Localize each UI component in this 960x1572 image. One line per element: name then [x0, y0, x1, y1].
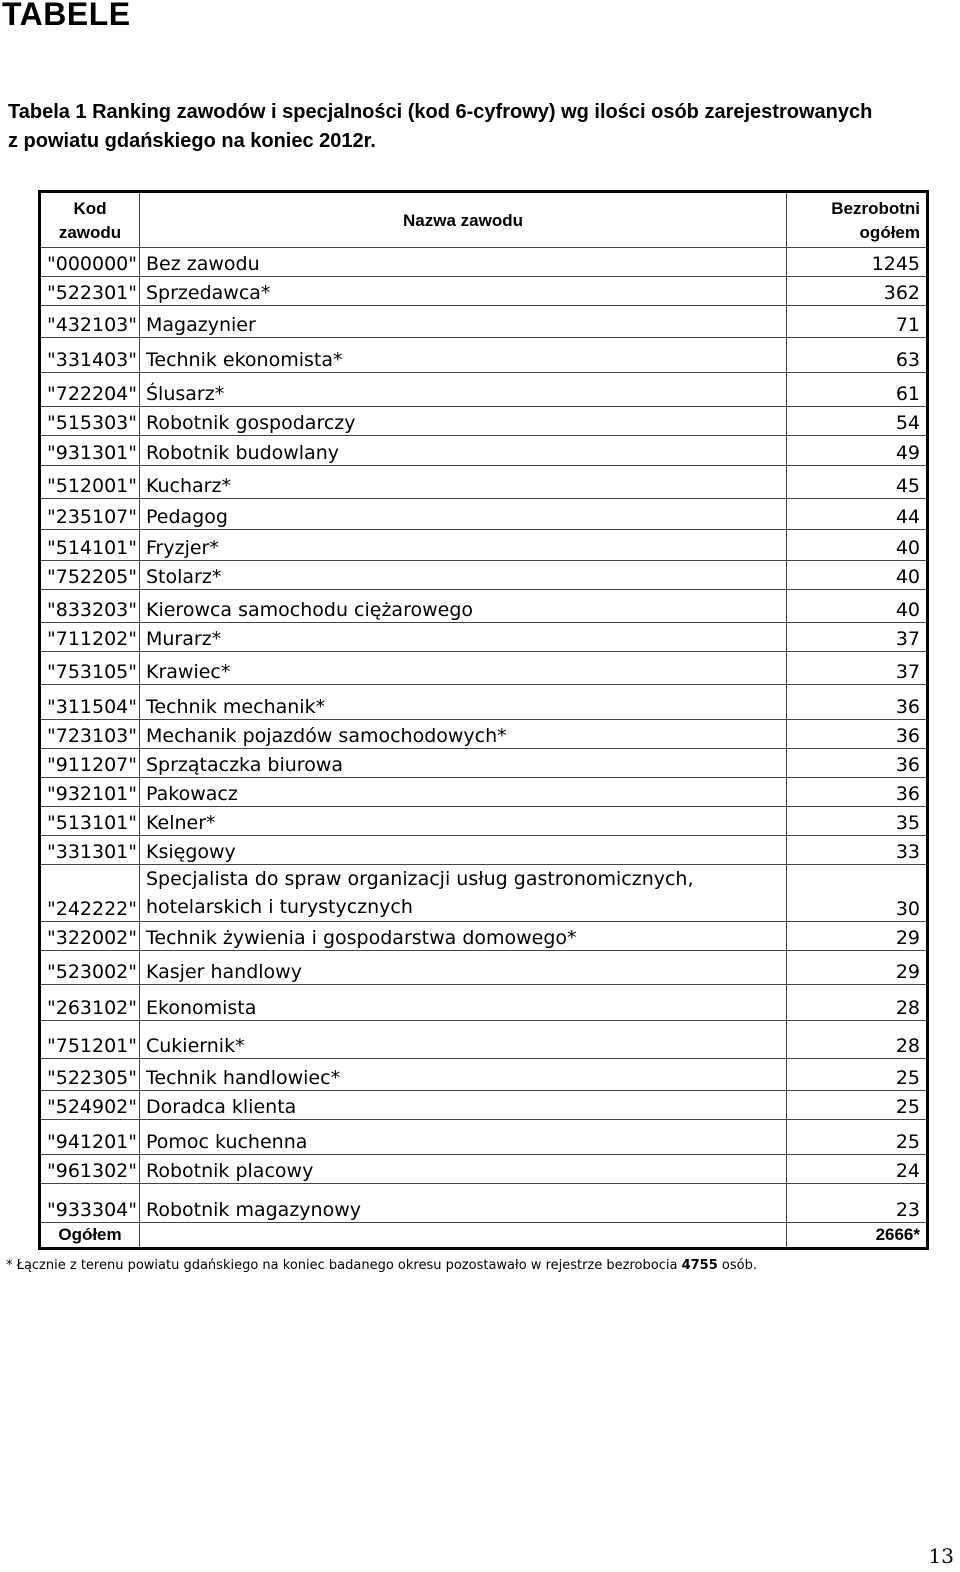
row-count: 40: [787, 530, 928, 561]
table-caption: [8, 98, 953, 156]
table-row: [40, 720, 928, 749]
row-name: Sprzątaczka biurowa: [140, 749, 787, 778]
row-count: 25: [787, 1120, 928, 1155]
row-count: 71: [787, 306, 928, 338]
row-code: "752205": [40, 561, 140, 590]
total-name: [140, 1223, 787, 1249]
row-count: 40: [787, 561, 928, 590]
row-code: "263102": [40, 985, 140, 1021]
header-code-line-1: Kod: [73, 199, 107, 218]
row-name: Magazynier: [140, 306, 787, 338]
footnote: [6, 1258, 757, 1273]
total-row: [40, 1223, 928, 1249]
table-row: [40, 951, 928, 985]
row-code: "961302": [40, 1155, 140, 1184]
total-label: Ogółem: [40, 1223, 140, 1249]
table-row: [40, 1155, 928, 1184]
row-name: Cukiernik*: [140, 1021, 787, 1059]
row-code: "331403": [40, 338, 140, 373]
row-code: "522301": [40, 277, 140, 306]
header-count-line-1: Bezrobotni: [831, 199, 920, 218]
header-code-line-2: zawodu: [58, 223, 122, 242]
row-count: 29: [787, 922, 928, 951]
row-code: "711202": [40, 623, 140, 652]
table-row: [40, 306, 928, 338]
row-count: 28: [787, 985, 928, 1021]
page-number: 13: [928, 1544, 954, 1568]
row-code: "514101": [40, 530, 140, 561]
table-row: [40, 652, 928, 685]
row-code: "833203": [40, 590, 140, 623]
table-row: [40, 1184, 928, 1223]
row-count: 362: [787, 277, 928, 306]
row-code: "523002": [40, 951, 140, 985]
occupation-ranking-table: [38, 190, 929, 1250]
row-count: 54: [787, 407, 928, 436]
caption-line-2: z powiatu gdańskiego na koniec 2012r.: [8, 130, 376, 152]
table-row: [40, 778, 928, 807]
row-name: Pakowacz: [140, 778, 787, 807]
table-row: [40, 1021, 928, 1059]
row-code: "432103": [40, 306, 140, 338]
row-count: 24: [787, 1155, 928, 1184]
row-count: 30: [787, 865, 928, 922]
row-code: "751201": [40, 1021, 140, 1059]
row-name: Ślusarz*: [140, 373, 787, 407]
header-code: [40, 192, 140, 248]
row-name: Pedagog: [140, 499, 787, 530]
row-name: Robotnik budowlany: [140, 436, 787, 466]
row-code: "753105": [40, 652, 140, 685]
row-count: 28: [787, 1021, 928, 1059]
table-row: [40, 407, 928, 436]
table-row: [40, 685, 928, 720]
row-count: 33: [787, 836, 928, 865]
table-row: [40, 807, 928, 836]
row-code: "515303": [40, 407, 140, 436]
table-row: [40, 1091, 928, 1120]
table-row: [40, 1059, 928, 1091]
table-row: [40, 466, 928, 499]
row-code: "911207": [40, 749, 140, 778]
caption-line-1: Tabela 1 Ranking zawodów i specjalności (kod 6-cyfrowy) wg ilości osób zarejestrowanych: [8, 101, 873, 123]
row-name: Technik mechanik*: [140, 685, 787, 720]
row-name: Technik handlowiec*: [140, 1059, 787, 1091]
row-code: "524902": [40, 1091, 140, 1120]
row-count: 35: [787, 807, 928, 836]
row-code: "723103": [40, 720, 140, 749]
row-count: 36: [787, 778, 928, 807]
row-code: "941201": [40, 1120, 140, 1155]
row-count: 37: [787, 652, 928, 685]
page-heading: TABELE: [2, 0, 131, 32]
row-name: Fryzjer*: [140, 530, 787, 561]
table-row: [40, 248, 928, 277]
row-count: 63: [787, 338, 928, 373]
table-row: [40, 985, 928, 1021]
row-name: Bez zawodu: [140, 248, 787, 277]
table-row: [40, 277, 928, 306]
row-name: Ekonomista: [140, 985, 787, 1021]
row-name: Doradca klienta: [140, 1091, 787, 1120]
row-name: Stolarz*: [140, 561, 787, 590]
footnote-text-end: osób.: [717, 1258, 757, 1273]
row-name: Robotnik gospodarczy: [140, 407, 787, 436]
row-count: 25: [787, 1091, 928, 1120]
row-name: Technik żywienia i gospodarstwa domowego*: [140, 922, 787, 951]
row-code: "000000": [40, 248, 140, 277]
table-row: [40, 623, 928, 652]
row-count: 37: [787, 623, 928, 652]
table-row: [40, 590, 928, 623]
row-count: 40: [787, 590, 928, 623]
footnote-number: 4755: [681, 1258, 718, 1273]
row-name: Robotnik magazynowy: [140, 1184, 787, 1223]
row-count: 1245: [787, 248, 928, 277]
row-name: Krawiec*: [140, 652, 787, 685]
row-count: 29: [787, 951, 928, 985]
table-row: [40, 499, 928, 530]
row-code: "931301": [40, 436, 140, 466]
table-header-row: [40, 192, 928, 248]
row-count: 36: [787, 720, 928, 749]
table-row: [40, 530, 928, 561]
row-count: 36: [787, 685, 928, 720]
header-count: [787, 192, 928, 248]
row-code: "722204": [40, 373, 140, 407]
table-row: [40, 1120, 928, 1155]
header-name: Nazwa zawodu: [140, 192, 787, 248]
row-count: 45: [787, 466, 928, 499]
row-name: Specjalista do spraw organizacji usług gastronomicznych, hotelarskich i turystycznych: [140, 865, 787, 922]
row-count: 23: [787, 1184, 928, 1223]
row-code: "242222": [40, 865, 140, 922]
table-row: [40, 561, 928, 590]
row-name: Sprzedawca*: [140, 277, 787, 306]
row-code: "311504": [40, 685, 140, 720]
row-code: "512001": [40, 466, 140, 499]
table-row: [40, 836, 928, 865]
table-row: [40, 922, 928, 951]
row-code: "322002": [40, 922, 140, 951]
row-name: Murarz*: [140, 623, 787, 652]
row-code: "513101": [40, 807, 140, 836]
row-code: "235107": [40, 499, 140, 530]
row-name: Pomoc kuchenna: [140, 1120, 787, 1155]
total-count: 2666*: [787, 1223, 928, 1249]
row-code: "522305": [40, 1059, 140, 1091]
table-row: [40, 373, 928, 407]
table-row: [40, 749, 928, 778]
row-name: Kelner*: [140, 807, 787, 836]
row-name: Mechanik pojazdów samochodowych*: [140, 720, 787, 749]
table-row: [40, 865, 928, 922]
row-count: 49: [787, 436, 928, 466]
row-count: 25: [787, 1059, 928, 1091]
row-count: 36: [787, 749, 928, 778]
row-name: Kierowca samochodu ciężarowego: [140, 590, 787, 623]
table-body: [40, 248, 928, 1223]
row-name: Kucharz*: [140, 466, 787, 499]
footnote-text: * Łącznie z terenu powiatu gdańskiego na koniec badanego okresu pozostawało w rejestrze bezrobocia: [6, 1258, 682, 1273]
header-count-line-2: ogółem: [859, 223, 920, 242]
row-name: Technik ekonomista*: [140, 338, 787, 373]
row-name: Księgowy: [140, 836, 787, 865]
row-code: "932101": [40, 778, 140, 807]
table-row: [40, 436, 928, 466]
row-name: Kasjer handlowy: [140, 951, 787, 985]
row-name: Robotnik placowy: [140, 1155, 787, 1184]
row-count: 44: [787, 499, 928, 530]
row-count: 61: [787, 373, 928, 407]
table-row: [40, 338, 928, 373]
row-code: "331301": [40, 836, 140, 865]
row-code: "933304": [40, 1184, 140, 1223]
